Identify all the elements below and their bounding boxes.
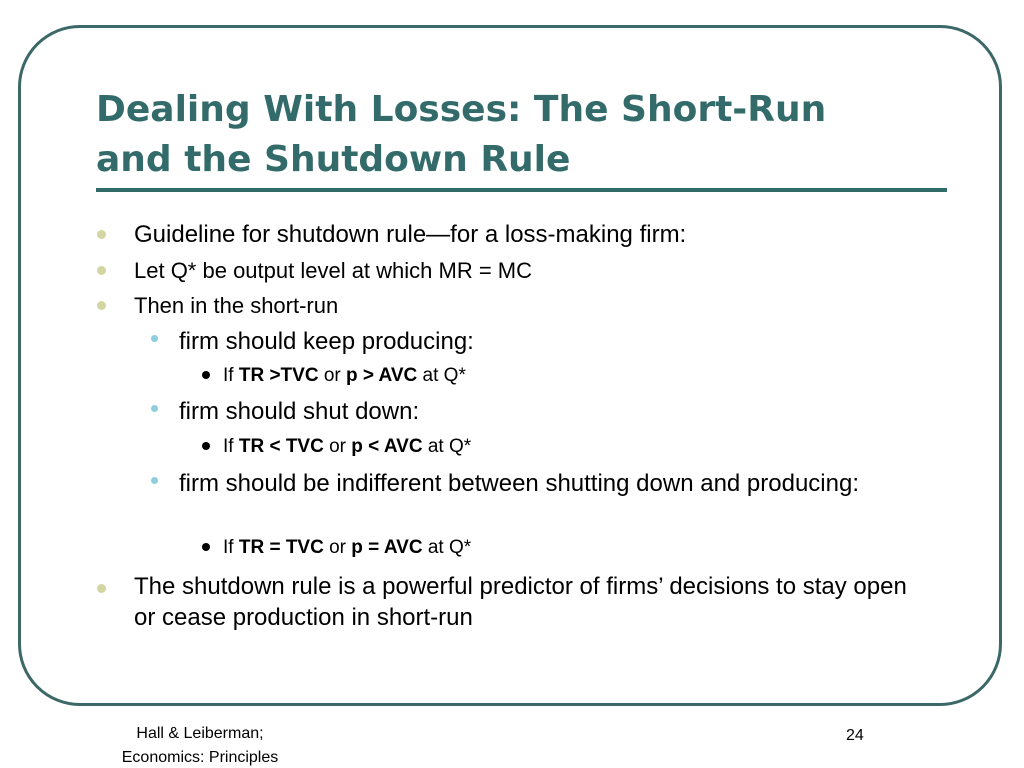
condition-tr: TR >TVC	[238, 365, 319, 386]
sub-bullet-dot-icon	[151, 477, 158, 484]
sub-sub-bullet-dot-icon	[202, 442, 210, 450]
sub-bullet-dot-icon	[151, 405, 158, 412]
bullet-let-q: Let Q* be output level at which MR = MC	[134, 258, 533, 283]
condition-p: p = AVC	[351, 537, 423, 558]
footer-source-line-2: Economics: Principles	[121, 749, 279, 766]
condition-tr: TR = TVC	[238, 537, 324, 558]
condition-indifferent	[223, 535, 471, 561]
condition-or: or	[318, 365, 346, 386]
footer-source	[100, 722, 300, 768]
sub-sub-bullet-dot-icon	[202, 543, 210, 551]
condition-suffix: at Q*	[422, 436, 472, 457]
sub-bullet-indifferent: firm should be indifferent between shutting down and producing:	[179, 470, 860, 497]
bullet-dot-icon	[97, 266, 106, 275]
title-divider	[96, 188, 947, 192]
sub-sub-bullet-dot-icon	[202, 371, 210, 379]
title-line-2: and the Shutdown Rule	[96, 139, 571, 180]
condition-prefix: If	[223, 537, 239, 558]
bullet-dot-icon	[97, 584, 106, 593]
condition-or: or	[323, 436, 352, 457]
condition-shut-down	[223, 434, 471, 460]
bullet-guideline: Guideline for shutdown rule—for a loss-making firm:	[134, 221, 687, 248]
slide-title	[96, 85, 956, 185]
bullet-dot-icon	[97, 301, 106, 310]
condition-tr: TR < TVC	[238, 436, 324, 457]
condition-suffix: at Q*	[417, 365, 466, 386]
bullet-dot-icon	[97, 230, 106, 239]
condition-prefix: If	[223, 365, 239, 386]
condition-suffix: at Q*	[422, 537, 472, 558]
bullet-shutdown-predictor: The shutdown rule is a powerful predictor of firms’ decisions to stay open or cease production in short-run	[134, 573, 907, 631]
condition-or: or	[323, 537, 352, 558]
condition-prefix: If	[223, 436, 239, 457]
condition-p: p > AVC	[346, 365, 418, 386]
page-number: 24	[846, 727, 864, 744]
sub-bullet-dot-icon	[151, 335, 158, 342]
title-line-1: Dealing With Losses: The Short-Run	[96, 89, 827, 130]
sub-bullet-keep-producing: firm should keep producing:	[179, 328, 474, 355]
condition-keep-producing	[223, 363, 466, 389]
bullet-short-run: Then in the short-run	[134, 293, 339, 318]
sub-bullet-shut-down: firm should shut down:	[179, 398, 420, 425]
condition-p: p < AVC	[351, 436, 423, 457]
footer-source-line-1: Hall & Leiberman;	[136, 725, 264, 742]
